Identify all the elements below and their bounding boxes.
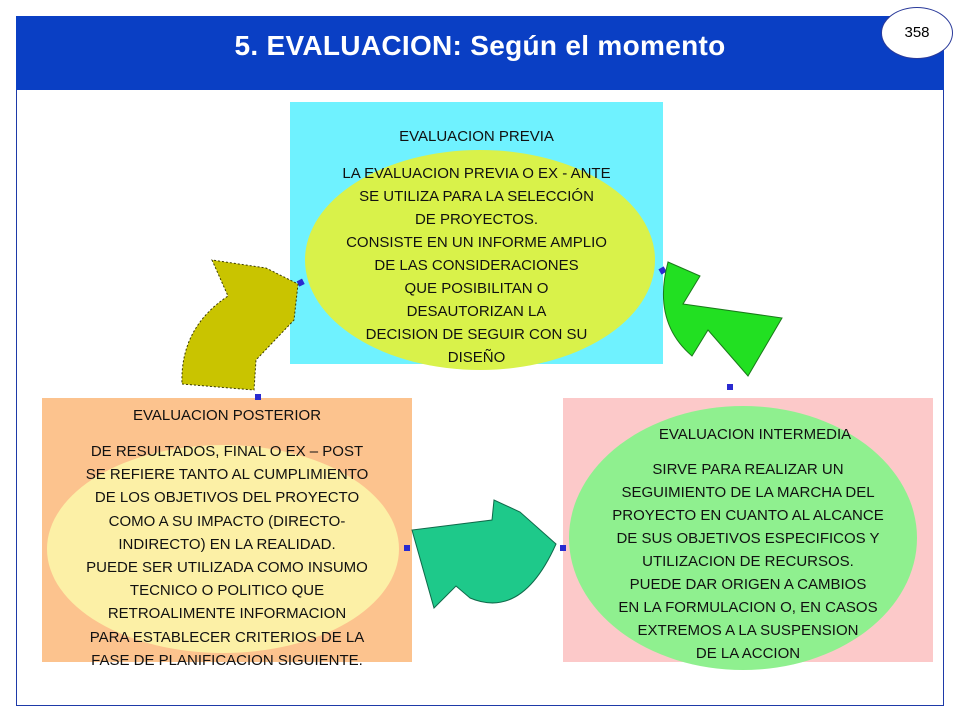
posterior-line: RETROALIMENTE INFORMACION [107, 605, 347, 623]
previa-line: SE UTILIZA PARA LA SELECCIÓN [359, 188, 594, 205]
previa-body [290, 162, 663, 369]
previa-line: LA EVALUACION PREVIA O EX - ANTE [342, 165, 611, 182]
posterior-line: SE REFIERE TANTO AL CUMPLIMIENTO [85, 466, 369, 484]
intermedia-line: EXTREMOS A LA SUSPENSION [637, 622, 859, 639]
previa-line: QUE POSIBILITAN O [404, 280, 549, 297]
previa-line: DE LAS CONSIDERACIONES [374, 257, 579, 274]
posterior-line: DE LOS OBJETIVOS DEL PROYECTO [94, 489, 360, 507]
intermedia-body [563, 458, 933, 665]
arrow-intermedia-to-posterior [412, 500, 556, 608]
slide-number-badge: 358 [881, 7, 953, 59]
previa-line: DECISION DE SEGUIR CON SU [365, 326, 588, 343]
intermedia-line: SIRVE PARA REALIZAR UN [652, 461, 844, 478]
arrow-posterior-to-previa [182, 260, 298, 390]
previa-line: DISEÑO [447, 349, 506, 366]
intermedia-line: DE LA ACCION [695, 645, 801, 662]
posterior-line: COMO A SU IMPACTO (DIRECTO- [108, 512, 346, 530]
posterior-line: INDIRECTO) EN LA REALIDAD. [118, 535, 336, 553]
posterior-title: EVALUACION POSTERIOR [132, 407, 322, 424]
arrow-previa-to-intermedia [663, 262, 782, 376]
page-title: 5. EVALUACION: Según el momento [234, 30, 726, 61]
posterior-line: TECNICO O POLITICO QUE [129, 582, 325, 600]
intermedia-line: UTILIZACION DE RECURSOS. [642, 553, 854, 570]
posterior-line: PUEDE SER UTILIZADA COMO INSUMO [86, 559, 368, 577]
previa-line: DESAUTORIZAN LA [406, 303, 547, 320]
posterior-body [42, 440, 412, 672]
intermedia-line: PUEDE DAR ORIGEN A CAMBIOS [629, 576, 867, 593]
posterior-line: PARA ESTABLECER CRITERIOS DE LA [89, 628, 365, 646]
intermedia-line: SEGUIMIENTO DE LA MARCHA DEL [621, 484, 875, 501]
intermedia-title: EVALUACION INTERMEDIA [658, 426, 852, 443]
intermedia-line: EN LA FORMULACION O, EN CASOS [618, 599, 878, 616]
intermedia-line: DE SUS OBJETIVOS ESPECIFICOS Y [616, 530, 880, 547]
previa-line: CONSISTE EN UN INFORME AMPLIO [346, 234, 607, 251]
previa-line: DE PROYECTOS. [414, 211, 539, 228]
intermedia-line: PROYECTO EN CUANTO AL ALCANCE [612, 507, 884, 524]
previa-title: EVALUACION PREVIA [399, 128, 554, 145]
posterior-line: DE RESULTADOS, FINAL O EX – POST [90, 443, 364, 460]
posterior-line: FASE DE PLANIFICACION SIGUIENTE. [91, 651, 363, 669]
